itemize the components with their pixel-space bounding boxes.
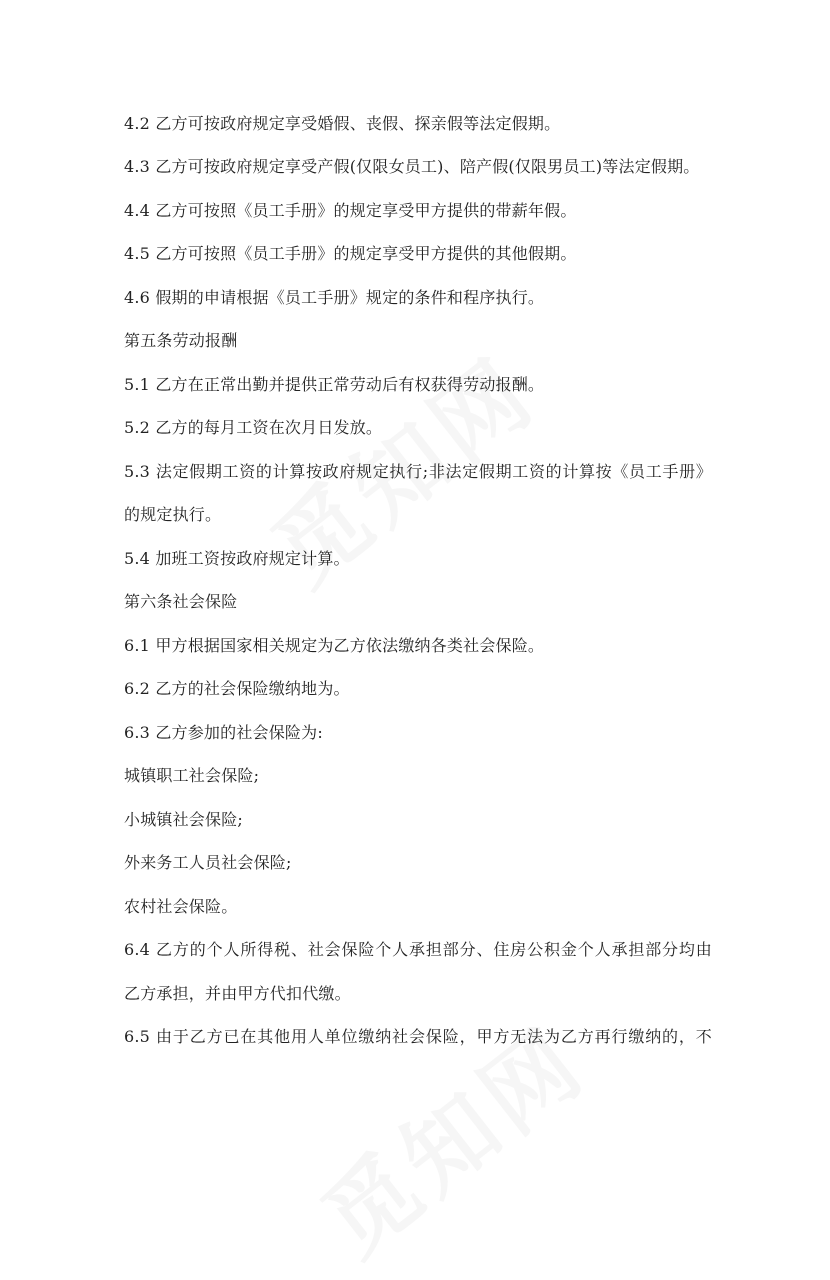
clause-4-5: 4.5 乙方可按照《员工手册》的规定享受甲方提供的其他假期。: [124, 244, 577, 263]
clause-6-2: 6.2 乙方的社会保险缴纳地为。: [124, 679, 350, 698]
insurance-option-migrant: 外来务工人员社会保险;: [124, 853, 292, 872]
insurance-option-small-town: 小城镇社会保险;: [124, 810, 243, 829]
section-heading-5: 第五条劳动报酬: [124, 331, 238, 350]
insurance-option-urban: 城镇职工社会保险;: [124, 766, 260, 785]
clause-5-3-continued: 的规定执行。: [124, 505, 222, 524]
clause-5-3: 5.3 法定假期工资的计算按政府规定执行;非法定假期工资的计算按《员工手册》: [124, 462, 712, 481]
clause-6-4: 6.4 乙方的个人所得税、社会保险个人承担部分、住房公积金个人承担部分均由: [124, 940, 712, 959]
clause-4-2: 4.2 乙方可按政府规定享受婚假、丧假、探亲假等法定假期。: [124, 114, 561, 133]
clause-6-4-continued: 乙方承担，并由甲方代扣代缴。: [124, 984, 351, 1003]
section-heading-6: 第六条社会保险: [124, 592, 238, 611]
clause-6-5: 6.5 由于乙方已在其他用人单位缴纳社会保险，甲方无法为乙方再行缴纳的，不: [124, 1027, 712, 1046]
clause-4-6: 4.6 假期的申请根据《员工手册》规定的条件和程序执行。: [124, 288, 545, 307]
clause-5-1: 5.1 乙方在正常出勤并提供正常劳动后有权获得劳动报酬。: [124, 375, 545, 394]
clause-4-3: 4.3 乙方可按政府规定享受产假(仅限女员工)、陪产假(仅限男员工)等法定假期。: [124, 157, 700, 176]
clause-6-1: 6.1 甲方根据国家相关规定为乙方依法缴纳各类社会保险。: [124, 636, 545, 655]
clause-5-2: 5.2 乙方的每月工资在次月日发放。: [124, 418, 383, 437]
insurance-option-rural: 农村社会保险。: [124, 897, 238, 916]
clause-4-4: 4.4 乙方可按照《员工手册》的规定享受甲方提供的带薪年假。: [124, 201, 577, 220]
clause-5-4: 5.4 加班工资按政府规定计算。: [124, 549, 350, 568]
clause-6-3: 6.3 乙方参加的社会保险为:: [124, 723, 323, 742]
